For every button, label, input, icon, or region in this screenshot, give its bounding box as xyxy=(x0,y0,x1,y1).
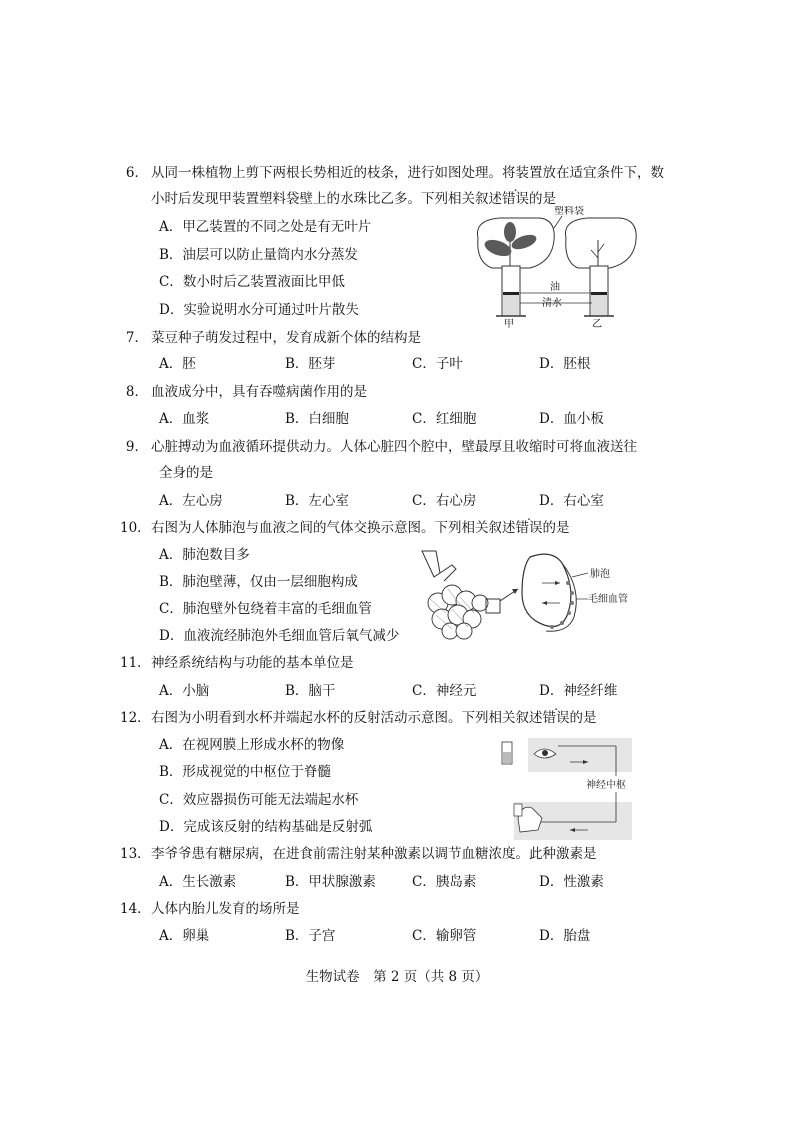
option-b: B．油层可以防止量筒内水分蒸发 xyxy=(159,247,358,263)
alveolus-gas-exchange-figure xyxy=(412,543,644,643)
option-c: C．数小时后乙装置液面比甲低 xyxy=(159,274,345,290)
question-stem: 右图为小明看到水杯并端起水杯的反射活动示意图。下列相关叙述错误的是 xyxy=(151,710,597,726)
question-stem-line2: 全身的是 xyxy=(159,465,213,481)
option-a: A．胚 xyxy=(159,356,196,372)
option-a: A．生长激素 xyxy=(159,874,237,890)
question-number: 12． xyxy=(120,710,151,726)
option-c: C．红细胞 xyxy=(412,411,477,427)
jia-label: 甲 xyxy=(504,319,514,328)
question-stem: 李爷爷患有糖尿病，在进食前需注射某种激素以调节血糖浓度。此种激素是 xyxy=(151,846,597,862)
alveolus-label: 肺泡 xyxy=(590,569,610,580)
page-footer: 生物试卷 第 2 页（共 8 页） xyxy=(305,969,489,985)
option-b: B．子宫 xyxy=(285,928,336,944)
question-number: 13． xyxy=(120,846,151,862)
option-c: C．肺泡壁外包绕着丰富的毛细血管 xyxy=(159,601,372,617)
question-stem: 从同一株植物上剪下两根长势相近的枝条，进行如图处理。将装置放在适宜条件下，数 xyxy=(151,165,664,181)
option-c: C．效应器损伤可能无法端起水杯 xyxy=(159,792,359,808)
water-label: 清水 xyxy=(542,298,562,309)
question-number: 8． xyxy=(125,384,148,400)
yi-label: 乙 xyxy=(592,319,602,328)
option-d: D．血液流经肺泡外毛细血管后氧气减少 xyxy=(159,628,400,644)
option-b: B．白细胞 xyxy=(285,411,349,427)
option-b: B．甲状腺激素 xyxy=(285,874,376,890)
option-c: C．神经元 xyxy=(412,683,477,699)
option-d: D．胚根 xyxy=(539,356,591,372)
question-stem: 菜豆种子萌发过程中，发育成新个体的结构是 xyxy=(151,330,421,346)
question-stem: 右图为人体肺泡与血液之间的气体交换示意图。下列相关叙述错误的是 xyxy=(151,520,570,536)
nerve-center-label: 神经中枢 xyxy=(586,780,626,791)
question-number: 6． xyxy=(125,165,148,181)
option-b: B．胚芽 xyxy=(285,356,336,372)
question-stem: 神经系统结构与功能的基本单位是 xyxy=(151,655,354,671)
option-b: B．左心室 xyxy=(285,493,349,509)
option-c: C．输卵管 xyxy=(412,928,477,944)
question-number: 14． xyxy=(120,901,151,917)
emphasis-word: 错误 xyxy=(502,191,529,207)
emphasis-word: 错误 xyxy=(542,710,570,726)
option-d: D．完成该反射的结构基础是反射弧 xyxy=(159,819,373,835)
option-d: D．血小板 xyxy=(539,411,604,427)
oil-label: 油 xyxy=(550,282,560,293)
option-d: D．实验说明水分可通过叶片散失 xyxy=(159,302,359,318)
option-d: D．神经纤维 xyxy=(539,683,618,699)
question-stem: 血液成分中，具有吞噬病菌作用的是 xyxy=(151,384,367,400)
question-number: 9． xyxy=(125,439,148,455)
bag-label: 塑料袋 xyxy=(554,206,584,217)
plant-bag-figure xyxy=(470,206,640,328)
question-number: 7． xyxy=(125,330,148,346)
option-d: D．胎盘 xyxy=(539,928,591,944)
option-a: A．左心房 xyxy=(159,493,223,509)
option-b: B．肺泡壁薄，仅由一层细胞构成 xyxy=(159,574,358,590)
option-c: C．右心房 xyxy=(412,493,477,509)
option-d: D．性激素 xyxy=(539,874,604,890)
option-a: A．在视网膜上形成水杯的物像 xyxy=(159,737,345,753)
emphasis-word: 错误 xyxy=(515,520,543,536)
option-d: D．右心室 xyxy=(539,493,604,509)
option-b: B．形成视觉的中枢位于脊髓 xyxy=(159,764,331,780)
reflex-arc-figure xyxy=(498,738,632,840)
question-stem: 心脏搏动为血液循环提供动力。人体心脏四个腔中，壁最厚且收缩时可将血液送往 xyxy=(151,439,637,455)
question-stem-line2: 小时后发现甲装置塑料袋壁上的水珠比乙多。下列相关叙述错误的是 xyxy=(151,191,556,207)
option-c: C．子叶 xyxy=(412,356,463,372)
question-number: 11． xyxy=(120,655,151,671)
option-a: A．甲乙装置的不同之处是有无叶片 xyxy=(159,219,372,235)
option-a: A．小脑 xyxy=(159,683,210,699)
option-a: A．肺泡数目多 xyxy=(159,547,250,563)
capillary-label: 毛细血管 xyxy=(588,594,628,605)
option-c: C．胰岛素 xyxy=(412,874,477,890)
question-number: 10． xyxy=(120,520,151,536)
question-stem: 人体内胎儿发育的场所是 xyxy=(151,901,300,917)
option-a: A．血浆 xyxy=(159,411,210,427)
option-b: B．脑干 xyxy=(285,683,336,699)
option-a: A．卵巢 xyxy=(159,928,210,944)
